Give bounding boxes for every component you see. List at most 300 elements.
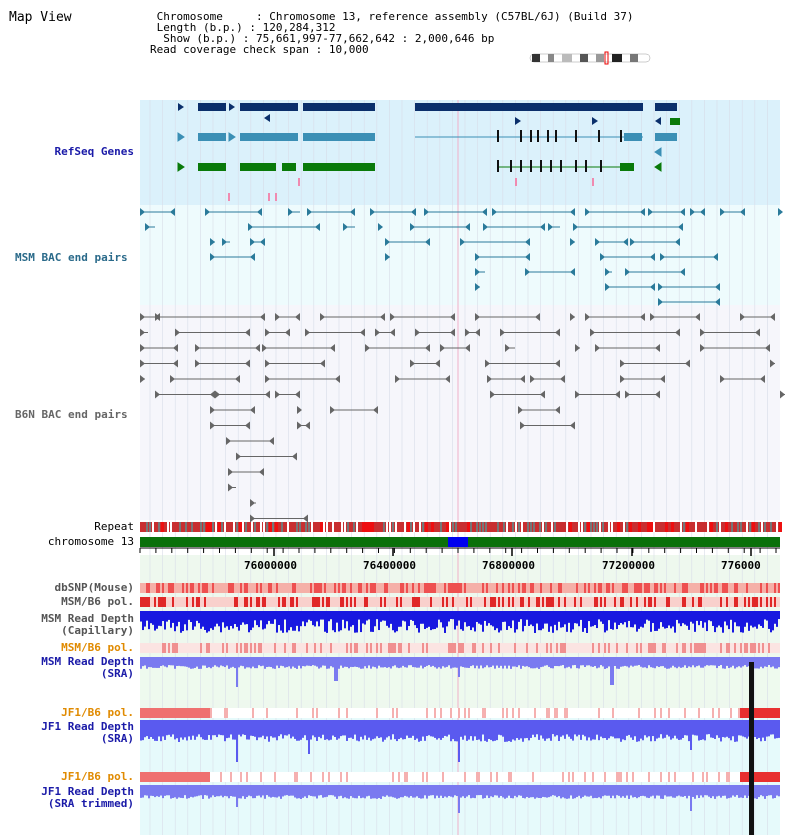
jf1-pol2-track-cell [240,772,242,782]
jf1-sra-depth [248,720,250,740]
msm-sra-depth [214,657,216,665]
msm-sra-depth [520,657,522,669]
msm-capillary-depth [566,611,568,632]
msm-pol-track-cell [770,597,772,607]
repeat-track-label: Repeat [94,520,134,533]
msm-sra-depth [294,657,296,668]
jf1-pol-hot-right [740,708,780,718]
repeat-segment [410,522,412,532]
msm-pol2-track-cell [260,643,262,653]
msm-sra-depth [706,657,708,665]
msm-pol-track-cell [258,597,260,607]
msm-pol2-track-cell [448,643,450,653]
msm-pol-track-cell [318,597,320,607]
msm-pol2-track-cell [450,643,452,653]
jf1-trim-depth [142,785,144,798]
msm-pol-track-cell [430,597,432,607]
msm-pol2-track-cell [176,643,178,653]
repeat-segment [617,522,620,532]
jf1-trim-depth [468,785,470,795]
msm-pol2-track-cell [174,643,176,653]
jf1-trim-depth [594,785,596,798]
msm-capillary-depth [428,611,430,627]
msm-capillary-depth [430,611,432,630]
dbsnp-track-cell [622,583,624,593]
msm-capillary-depth [408,611,410,626]
jf1-pol2-track-cell [322,772,324,782]
msm-capillary-depth [702,611,704,628]
jf1-sra-depth [302,720,304,738]
jf1-sra-depth [332,720,334,736]
msm-pol-track-cell [196,597,198,607]
jf1-pol-track-cell [668,708,670,718]
jf1-sra-depth [642,720,644,740]
refseq-track-background [140,100,780,205]
msm-bac-track-label[interactable]: MSM BAC end pairs [15,251,128,264]
jf1-trim-depth [228,785,230,798]
jf1-trim-depth [184,785,186,795]
jf1-pol-label-2[interactable]: JF1/B6 pol. [61,770,134,783]
jf1-pol-label[interactable]: JF1/B6 pol. [61,706,134,719]
jf1-trim-depth [582,785,584,797]
jf1-sra-depth [204,720,206,740]
msm-sra-depth [482,657,484,668]
msm-pol-track-cell [198,597,200,607]
msm-sra-depth [596,657,598,668]
dbsnp-track-cell [496,583,498,593]
msm-capillary-depth [288,611,290,630]
dbsnp-track-cell [634,583,636,593]
jf1-trim-depth [198,785,200,796]
msm-capillary-depth [542,611,544,629]
msm-capillary-depth [270,611,272,624]
jf1-pol-track-cell [738,708,740,718]
jf1-sra-depth [198,720,200,734]
jf1-pol2-track-cell [260,772,262,782]
msm-capillary-depth [336,611,338,623]
msm-pol2-track-cell [652,643,654,653]
msm-sra-depth [466,657,468,668]
msm-sra-depth [656,657,658,666]
jf1-sra-depth [742,720,744,736]
jf1-trim-depth [614,785,616,798]
msm-capillary-depth [158,611,160,626]
dbsnp-track-cell [746,583,748,593]
jf1-trim-depth [392,785,394,797]
msm-capillary-depth [186,611,188,630]
span-row: Read coverage check span : 10,000 [150,43,369,56]
jf1-trim-depth [744,785,746,795]
msm-capillary-depth [748,611,750,631]
dbsnp-track-cell [664,583,666,593]
msm-pol2-track-cell [200,643,202,653]
jf1-sra-depth [482,720,484,735]
msm-sra-depth [614,657,616,666]
jf1-pol2-track-cell [572,772,574,782]
msm-sra-depth [424,657,426,667]
msm-sra-depth [608,657,610,666]
jf1-trim-depth [372,785,374,798]
dbsnp-track-cell [172,583,174,593]
dbsnp-track-cell [386,583,388,593]
jf1-sra-depth [228,720,230,738]
msm-capillary-depth [650,611,652,632]
jf1-sra-depth [704,720,706,740]
msm-sra-depth [292,657,294,667]
jf1-sra-depth [554,720,556,737]
dbsnp-track-cell [212,583,214,593]
jf1-trim-depth [410,785,412,796]
jf1-sra-depth [182,720,184,740]
msm-pol-track-cell [614,597,616,607]
repeat-segment [149,522,151,532]
repeat-segment [251,522,253,532]
msm-sra-depth [448,657,450,665]
msm-capillary-depth [346,611,348,621]
msm-sra-depth [452,657,454,668]
jf1-sra-depth [770,720,772,735]
msm-capillary-depth [680,611,682,626]
msm-sra-depth [688,657,690,666]
msm-b6-pol-label-2[interactable]: MSM/B6 pol. [61,641,134,654]
msm-capillary-depth [760,611,762,626]
jf1-trim-depth [426,785,428,799]
repeat-segment [719,522,721,532]
msm-pol2-track-cell [454,643,456,653]
msm-capillary-depth [348,611,350,631]
jf1-sra-depth [338,720,340,738]
jf1-trim-depth [494,785,496,795]
jf1-trim-depth [398,785,400,798]
msm-capillary-depth [734,611,736,622]
msm-sra-depth [758,657,760,669]
msm-depth-sra-label[interactable]: MSM Read Depth (SRA) [41,655,134,680]
dbsnp-track-cell [600,583,602,593]
dbsnp-track-cell [350,583,352,593]
msm-sra-depth [590,657,592,666]
msm-capillary-depth [588,611,590,621]
jf1-trim-depth [666,785,668,797]
jf1-trim-depth [140,785,142,798]
jf1-trim-depth [358,785,360,796]
msm-sra-depth [414,657,416,667]
msm-sra-depth [408,657,410,665]
repeat-segment [530,522,532,532]
jf1-pol2-track-cell [274,772,276,782]
msm-capillary-depth [736,611,738,626]
jf1-trim-depth [508,785,510,796]
msm-capillary-depth [724,611,726,622]
repeat-segment [695,522,697,532]
msm-capillary-depth [388,611,390,628]
jf1-sra-depth [502,720,504,737]
msm-sra-depth [232,657,234,667]
msm-bac-track-background [140,205,780,305]
msm-sra-depth [528,657,530,667]
msm-sra-depth [236,657,238,687]
msm-pol2-track-cell [546,643,548,653]
jf1-trim-depth [276,785,278,798]
msm-pol-track-cell [636,597,638,607]
repeat-segment [269,522,272,532]
jf1-pol2-track-cell [442,772,444,782]
msm-capillary-depth [612,611,614,630]
msm-sra-depth [484,657,486,667]
msm-pol-track-cell [494,597,496,607]
jf1-pol2-track-cell [626,772,628,782]
msm-capillary-depth [252,611,254,628]
msm-sra-depth [576,657,578,668]
dbsnp-track-cell [778,583,780,593]
repeat-segment [467,522,470,532]
msm-pol-track-cell [558,597,560,607]
msm-capillary-depth [756,611,758,629]
jf1-sra-depth [706,720,708,734]
jf1-sra-depth [504,720,506,742]
dbsnp-track-cell [774,583,776,593]
jf1-trim-depth [200,785,202,795]
dbsnp-track-cell [434,583,436,593]
jf1-trim-depth [242,785,244,796]
msm-pol-track-cell [546,597,548,607]
jf1-pol2-track-cell [398,772,400,782]
msm-sra-depth [542,657,544,667]
msm-sra-depth [168,657,170,665]
jf1-sra-depth [566,720,568,734]
msm-pol-track-cell [666,597,668,607]
jf1-sra-depth [196,720,198,737]
msm-sra-depth [166,657,168,667]
msm-capillary-depth [494,611,496,630]
msm-capillary-depth [644,611,646,624]
repeat-segment [590,522,592,532]
msm-capillary-depth [198,611,200,623]
dbsnp-track-cell [584,583,586,593]
jf1-sra-depth [408,720,410,738]
jf1-trim-depth [770,785,772,795]
jf1-sra-depth [184,720,186,737]
dbsnp-track-cell [370,583,372,593]
jf1-sra-depth [758,720,760,738]
msm-sra-depth [174,657,176,669]
jf1-trim-depth [486,785,488,795]
jf1-trim-depth [596,785,598,798]
msm-capillary-depth [178,611,180,622]
msm-pol-track-cell [346,597,348,607]
msm-sra-depth [426,657,428,666]
msm-capillary-depth [174,611,176,631]
msm-capillary-depth [412,611,414,621]
msm-sra-depth [470,657,472,666]
jf1-trim-depth [412,785,414,798]
jf1-trim-depth [156,785,158,796]
msm-capillary-depth [740,611,742,632]
msm-b6-pol-label[interactable]: MSM/B6 pol. [61,595,134,608]
jf1-trim-depth [240,785,242,798]
repeat-segment [422,522,424,532]
jf1-trim-depth [158,785,160,797]
jf1-trim-depth [694,785,696,799]
msm-sra-depth [558,657,560,666]
jf1-sra-depth [440,720,442,740]
msm-capillary-depth [176,611,178,626]
msm-pol-track-cell [490,597,492,607]
msm-capillary-depth [624,611,626,622]
jf1-trim-depth [264,785,266,799]
msm-sra-depth [456,657,458,668]
msm-capillary-depth [582,611,584,632]
msm-sra-depth [506,657,508,669]
msm-capillary-depth [418,611,420,633]
msm-pol2-track-cell [240,643,242,653]
msm-sra-depth [534,657,536,668]
repeat-segment [224,522,226,532]
msm-pol2-track-cell [514,643,516,653]
msm-capillary-depth [778,611,780,619]
msm-pol2-track-cell [422,643,424,653]
jf1-sra-depth [364,720,366,735]
jf1-pol-track-cell [252,708,254,718]
dbsnp-track-cell [588,583,590,593]
exon-tick [497,160,499,172]
msm-capillary-depth [570,611,572,632]
msm-sra-depth [522,657,524,666]
jf1-trim-depth [360,785,362,798]
jf1-trim-depth [192,785,194,797]
jf1-sra-depth [366,720,368,740]
msm-capillary-depth [486,611,488,626]
jf1-depth-label[interactable]: JF1 Read Depth (SRA) [41,720,134,745]
jf1-trim-depth [152,785,154,796]
jf1-trim-depth [278,785,280,796]
msm-sra-depth [664,657,666,668]
chromosome-current-region [448,537,468,547]
dbsnp-track-label[interactable]: dbSNP(Mouse) [54,581,134,594]
jf1-trim-depth [204,785,206,795]
jf1-sra-depth [552,720,554,734]
msm-capillary-depth [672,611,674,627]
msm-capillary-depth [660,611,662,622]
msm-capillary-depth [420,611,422,624]
jf1-trim-depth [658,785,660,796]
jf1-trim-depth [340,785,342,796]
msm-sra-depth [732,657,734,666]
dbsnp-track-cell [760,583,762,593]
msm-capillary-depth [648,611,650,621]
repeat-segment [740,522,742,532]
msm-depth-capillary-label[interactable]: MSM Read Depth (Capillary) [41,612,134,637]
msm-pol-track-cell [322,597,324,607]
msm-capillary-depth [254,611,256,620]
msm-capillary-depth [460,611,462,629]
jf1-trim-depth [710,785,712,798]
msm-sra-depth [312,657,314,665]
axis-tick-label: 76000000 [244,559,297,572]
msm-sra-depth [270,657,272,667]
jf1-trim-depth [296,785,298,799]
dbsnp-track-cell [682,583,684,593]
jf1-sra-depth [714,720,716,739]
msm-capillary-depth [768,611,770,629]
jf1-sra-depth [628,720,630,735]
jf1-trim-depth [232,785,234,797]
msm-pol-track-cell [342,597,344,607]
jf1-trim-depth [630,785,632,795]
jf1-pol-track-cell [512,708,514,718]
msm-sra-depth [420,657,422,666]
jf1-sra-depth [244,720,246,735]
jf1-trim-depth-label[interactable]: JF1 Read Depth (SRA trimmed) [41,785,134,810]
msm-sra-depth [464,657,466,668]
msm-sra-depth [512,657,514,666]
msm-sra-depth [158,657,160,668]
dbsnp-track-cell [344,583,346,593]
msm-capillary-depth [436,611,438,628]
msm-pol2-track-cell [562,643,564,653]
jf1-sra-depth [448,720,450,735]
msm-capillary-depth [670,611,672,628]
msm-sra-depth [602,657,604,666]
jf1-trim-depth [366,785,368,796]
msm-capillary-depth [746,611,748,623]
msm-sra-depth [760,657,762,667]
msm-pol-track-cell [236,597,238,607]
refseq-track-label[interactable]: RefSeq Genes [54,145,134,158]
exon-tick [497,130,499,142]
jf1-sra-depth [206,720,208,740]
jf1-trim-depth [254,785,256,798]
msm-sra-depth [694,657,696,667]
msm-sra-depth [624,657,626,666]
jf1-trim-depth [690,785,692,811]
repeat-segment [260,522,262,532]
jf1-sra-depth [318,720,320,737]
msm-sra-depth [324,657,326,666]
msm-sra-depth [186,657,188,667]
msm-capillary-depth [380,611,382,622]
msm-capillary-depth [642,611,644,628]
jf1-trim-depth [714,785,716,799]
msm-capillary-depth [344,611,346,628]
msm-sra-depth [658,657,660,667]
msm-capillary-depth [704,611,706,622]
msm-sra-depth [628,657,630,668]
jf1-trim-depth [738,785,740,798]
msm-pol2-track-cell [560,643,562,653]
repeat-segment [776,522,778,532]
repeat-segment [344,522,346,532]
msm-sra-depth [540,657,542,667]
msm-capillary-depth [248,611,250,632]
jf1-sra-depth [436,720,438,740]
msm-capillary-depth [146,611,148,621]
msm-pol-track-cell [536,597,538,607]
jf1-trim-depth [214,785,216,797]
msm-capillary-depth [432,611,434,629]
msm-pol-track-cell [140,597,142,607]
jf1-trim-depth [758,785,760,797]
msm-capillary-depth [658,611,660,629]
jf1-sra-depth [464,720,466,736]
jf1-trim-depth [574,785,576,798]
jf1-trim-depth [422,785,424,798]
msm-sra-depth [226,657,228,665]
b6n-bac-track-label[interactable]: B6N BAC end pairs [15,408,128,421]
axis-tick-label: 76400000 [363,559,416,572]
msm-pol2-track-cell [292,643,294,653]
dbsnp-track-cell [230,583,232,593]
msm-sra-depth [474,657,476,668]
